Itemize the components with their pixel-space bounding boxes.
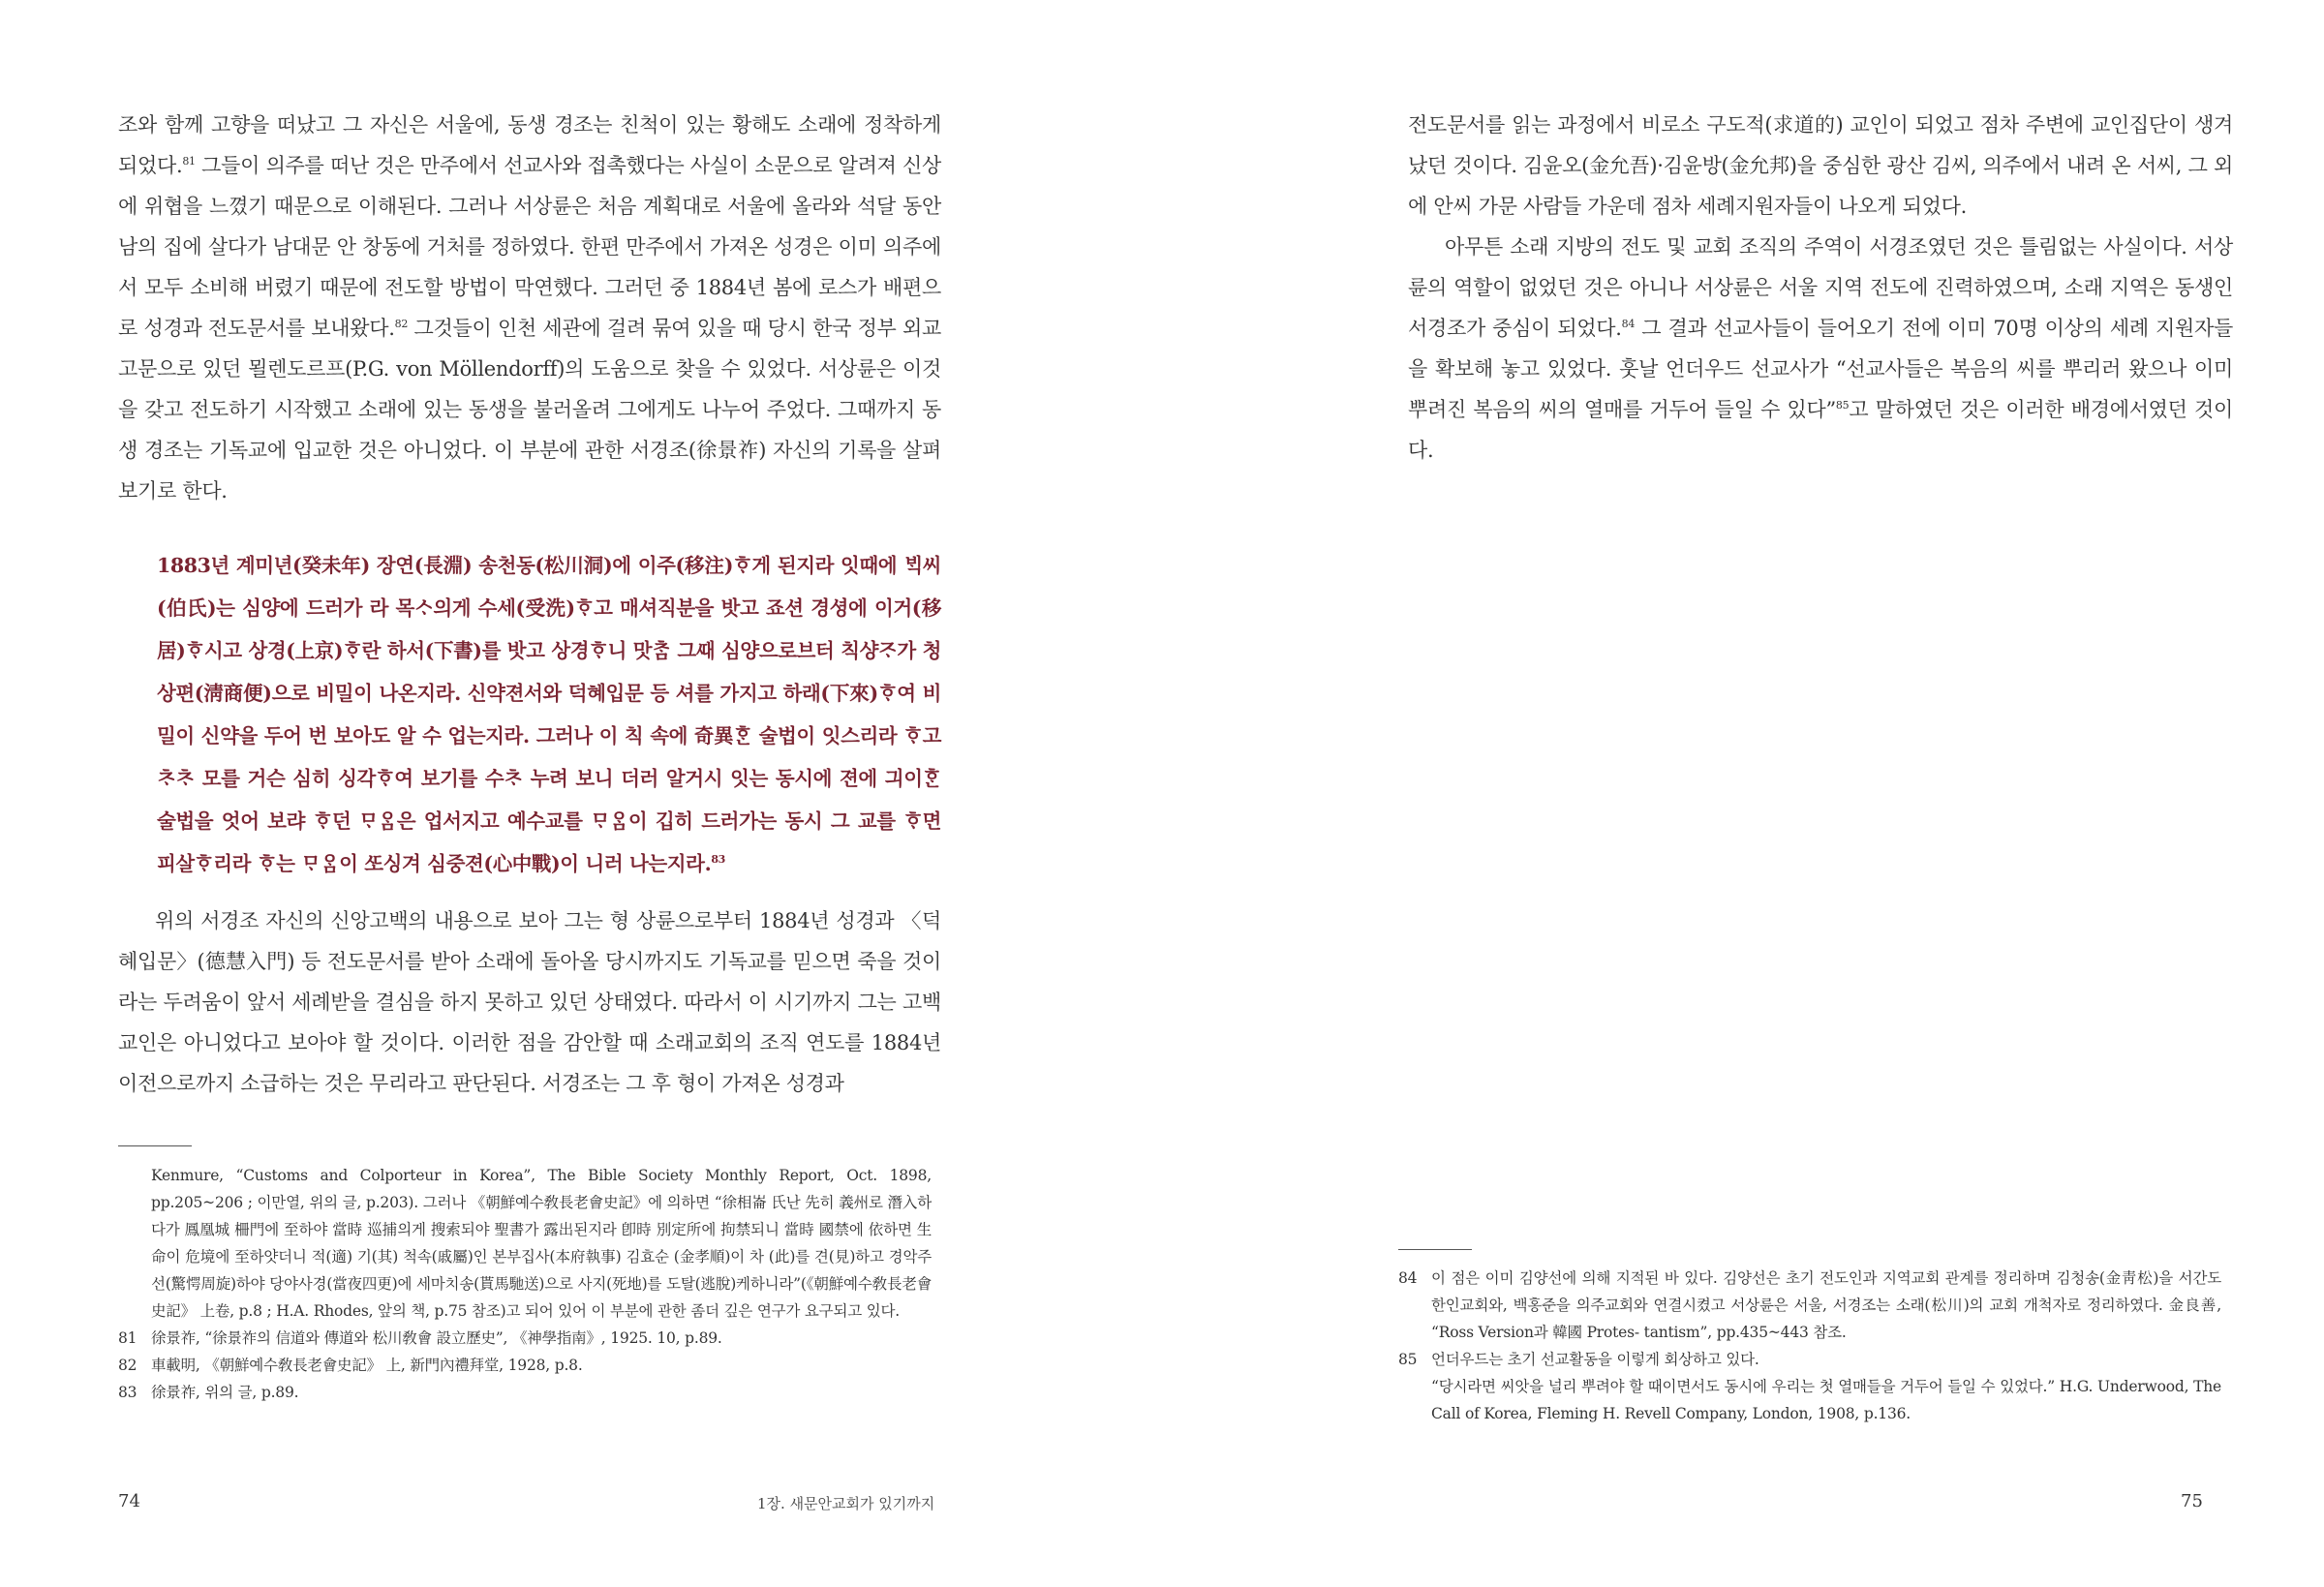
right-page — [1162, 0, 2324, 1587]
footnote-ref-82[interactable]: 82 — [394, 318, 409, 330]
footnote-ref-83[interactable]: 83 — [711, 853, 725, 867]
footnote-84: 84 이 점은 이미 김양선에 의해 지적된 바 있다. 김양선은 초기 전도인과 지역교회 관계를 정리하며 김청송(金靑松)을 서간도 한인교회와, 백홍준을 의주교회와 연결시켰고 서상륜은 서울, 서경조는 소래(松川)의 교회 개척자로 정리하였다. 金良善, “Ross Version과 韓國 Protes- tantism”, pp.435~443 참조. — [1398, 1269, 2221, 1341]
footnote-82: 82 車載明, 《朝鮮예수敎長老會史記》 上, 新門內禮拜堂, 1928, p.8. — [118, 1357, 583, 1374]
right-footnotes — [1398, 1265, 2221, 1427]
footnote-continued: Kenmure, “Customs and Colporteur in Korea”, The Bible Society Monthly Report, Oct. 1898, pp.205~206 ; 이만열, 위의 글, p.203). 그러나 《朝鮮예수敎長老會史記》에 의하면 “徐相崙 氏난 先히 義州로 潛入하다가 鳳凰城 柵門에 至하야 當時 巡捕의게 搜索되야 聖書가 露出된지라 卽時 別定所에 拘禁되니 當時 國禁에 依하면 生命이 危境에 至하얏더니 적(適) 기(其) 척속(戚屬)인 본부집사(本府執事) 김효순 (金孝順)이 차 (此)를 견(見)하고 경악주선(驚愕周旋)하야 당야사경(當夜四更)에 세마치송(貰馬馳送)으로 사지(死地)를 도탈(逃脫)케하니라”(《朝鮮예수敎長老會史記》 上卷, p.8 ; H.A. Rhodes, 앞의 책, p.75 참조)고 되어 있어 이 부분에 관한 좀더 깊은 연구가 요구되고 있다. — [151, 1167, 932, 1320]
left-footnotes — [118, 1162, 932, 1406]
footnote-ref-85[interactable]: 85 — [1835, 399, 1850, 412]
footnote-85: 85 언더우드는 초기 선교활동을 이렇게 회상하고 있다. — [1398, 1351, 1759, 1368]
footnote-ref-84[interactable]: 84 — [1621, 318, 1636, 330]
body-paragraph: 조와 함께 고향을 떠났고 그 자신은 서울에, 동생 경조는 친척이 있는 황해도 소래에 정착하게 되었다.$^{81}$ 그들이 의주를 떠난 것은 만주에서 선교사와 접촉했다는 사실이 소문으로 알려져 신상에 위협을 느꼈기 때문으로 이해된다. 그러나 서상륜은 처음 계획대로 서울에 올라와 석달 동안 남의 집에 살다가 남대문 안 창동에 거처를 정하였다. 한편 만주에서 가져온 성경은 이미 의주에서 모두 소비해 버렸기 때문에 전도할 방법이 막연했다. 그러던 중 1884년 봄에 로스가 배편으로 성경과 전도문서를 보내왔다.$^{82}$ 그것들이 인천 세관에 걸려 묶여 있을 때 당시 한국 정부 외교 고문으로 있던 묄렌도르프(P.G. von Möllendorff)의 도움으로 찾을 수 있었다. 서상륜은 이것을 갖고 전도하기 시작했고 소래에 있는 동생을 불러올려 그에게도 나누어 주었다. 그때까지 동생 경조는 기독교에 입교한 것은 아니었다. 이 부분에 관한 서경조(徐景祚) 자신의 기록을 살펴보기로 한다. — [118, 113, 941, 503]
footnote-81: 81 徐景祚, “徐景祚의 信道와 傳道와 松川敎會 設立歷史”, 《神學指南》, 1925. 10, p.89. — [118, 1329, 722, 1347]
body-paragraph: 전도문서를 읽는 과정에서 비로소 구도적(求道的) 교인이 되었고 점차 주변에 교인집단이 생겨났던 것이다. 김윤오(金允吾)·김윤방(金允邦)을 중심한 광산 김씨, 의주에서 내려 온 서씨, 그 외에 안씨 가문 사람들 가운데 점차 세례지원자들이 나오게 되었다. — [1408, 113, 2233, 218]
body-paragraph: 아무튼 소래 지방의 전도 및 교회 조직의 주역이 서경조였던 것은 틀림없는 사실이다. 서상륜의 역할이 없었던 것은 아니나 서상륜은 서울 지역 전도에 진력하였으며, 소래 지역은 동생인 서경조가 중심이 되었다.$^{84}$ 그 결과 선교사들이 들어오기 전에 이미 70명 이상의 세례 지원자들을 확보해 놓고 있었다. 훗날 언더우드 선교사가 “선교사들은 복음의 씨를 뿌리러 왔으나 이미 뿌려진 복음의 씨의 열매를 거두어 들일 수 있다”$^{85}$고 말하였던 것은 이러한 배경에서였던 것이다. — [1408, 235, 2234, 462]
block-quote: 1883년 계미년(癸未年) 장연(長淵) 송천동(松川洞)에 이주(移注)ᄒᆞ게 된지라 잇때에 ᄇᆡᆨ씨(伯氏)는 심양에 드러가 라 목ᄉᆞ의게 수세(受洗)ᄒᆞ고 매셔직분을 밧고 죠션 경셩에 이거(移居)ᄒᆞ시고 상경(上京)ᄒᆞ란 하서(下書)를 밧고 상경ᄒᆞ니 맛ᄎᆞᆷ 그ᄯᅢ 심양으로브터 칙샹ᄌᆞ가 청상편(淸商便)으로 비밀이 나온지라. 신약젼서와 덕혜입문 등 셔를 가지고 하래(下來)ᄒᆞ여 비밀이 신약을 두어 번 보아도 알 수 업는지라. 그러나 이 칙 속에 奇異ᄒᆞᆫ 술법이 잇스리라 ᄒᆞ고 ᄎᆞᄎᆞ 모를 거슨 심히 싱각ᄒᆞ여 보기를 수ᄎᆞ 누려 보니 더러 알거시 잇는 동시에 젼에 긔이ᄒᆞᆫ 술법을 엇어 보랴 ᄒᆞ던 ᄆᆞᄋᆞᆷ은 업서지고 예수교를 ᄆᆞᄋᆞᆷ이 깁히 드러가는 동시 그 교를 ᄒᆞ면 피살ᄒᆞ리라 ᄒᆞ는 ᄆᆞᄋᆞᆷ이 ᄯᅩ싱겨 심중젼(心中戰)이 니러 나는지라.$^{83}$ — [157, 554, 941, 875]
right-body-text — [1408, 105, 2233, 471]
body-paragraph-after-quote: 위의 서경조 자신의 신앙고백의 내용으로 보아 그는 형 상륜으로부터 1884년 성경과 〈덕혜입문〉(德慧入門) 등 전도문서를 받아 소래에 돌아올 당시까지도 기독교를 믿으면 죽을 것이라는 두려움이 앞서 세례받을 결심을 하지 못하고 있던 상태였다. 따라서 이 시기까지 그는 고백 교인은 아니었다고 보아야 할 것이다. 이러한 점을 감안할 때 소래교회의 조직 연도를 1884년 이전으로까지 소급하는 것은 무리라고 판단된다. 서경조는 그 후 형이 가져온 성경과 — [118, 909, 941, 1095]
page-number-right: 75 — [2181, 1491, 2203, 1511]
footnote-ref-81[interactable]: 81 — [182, 155, 196, 168]
footnote-divider — [118, 1145, 192, 1146]
page-number-left: 74 — [118, 1491, 140, 1511]
left-body-text — [118, 105, 941, 511]
footnote-85-quote: “당시라면 씨앗을 널리 뿌려야 할 때이면서도 동시에 우리는 첫 열매들을 거두어 들일 수 있었다.” H.G. Underwood, The Call of Korea, Fleming H. Revell Company, London, 1908, p.136. — [1431, 1378, 2221, 1422]
running-head: 1장. 새문안교회가 있기까지 — [757, 1495, 935, 1512]
footnote-divider — [1398, 1249, 1472, 1250]
footnote-83: 83 徐景祚, 위의 글, p.89. — [118, 1384, 299, 1401]
